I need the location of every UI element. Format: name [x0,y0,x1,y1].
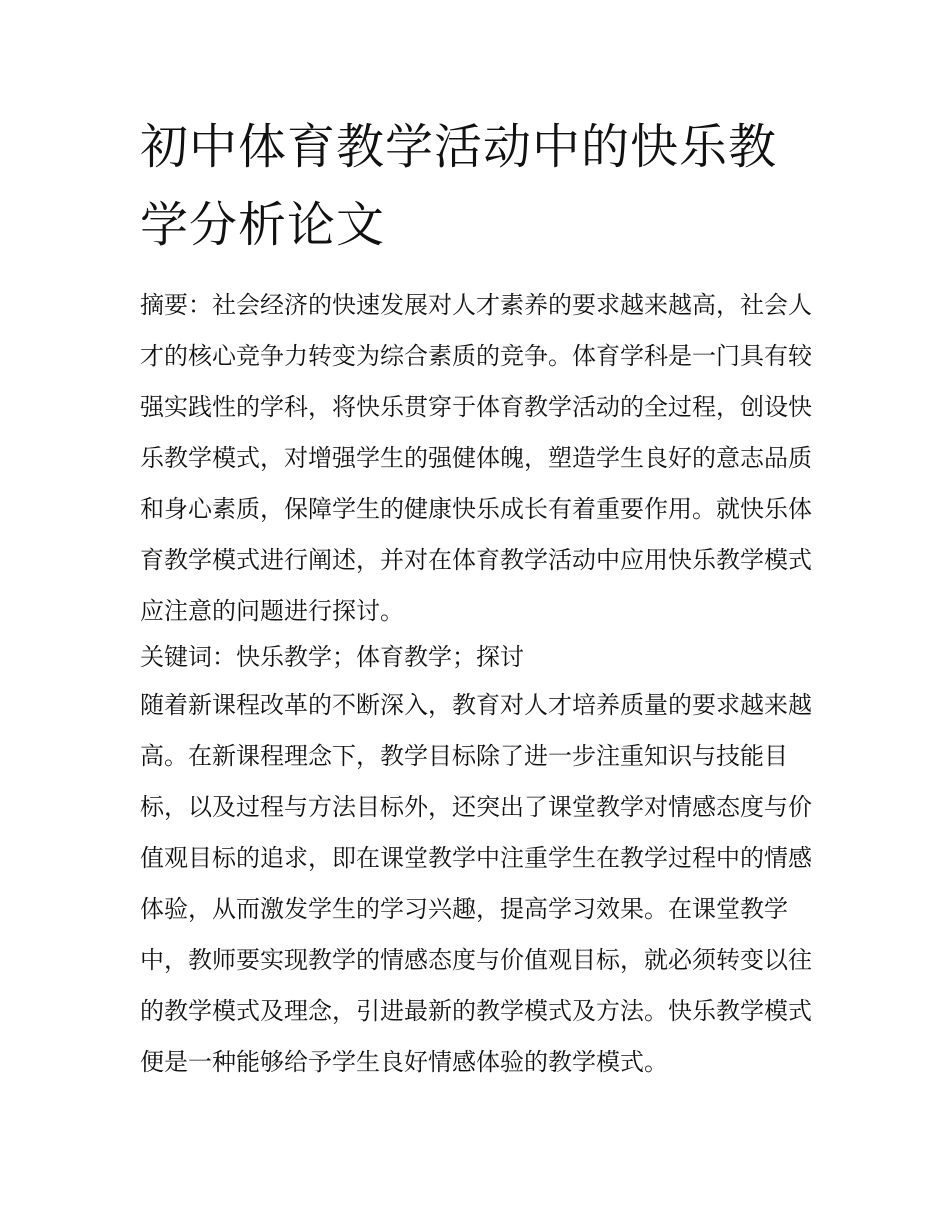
abstract-paragraph: 摘要：社会经济的快速发展对人才素养的要求越来越高，社会人才的核心竞争力转变为综合素质的竞争。体育学科是一门具有较强实践性的学科，将快乐贯穿于体育教学活动的全过程，创设快乐教学模式，对增强学生的强健体魄，塑造学生良好的意志品质和身心素质，保障学生的健康快乐成长有着重要作用。就快乐体育教学模式进行阐述，并对在体育教学活动中应用快乐教学模式应注意的问题进行探讨。 [140,291,812,625]
page-title: 初中体育教学活动中的快乐教学分析论文 [140,119,778,253]
keywords-line: 关键词：快乐教学；体育教学；探讨 [140,643,524,671]
body-paragraph: 随着新课程改革的不断深入，教育对人才培养质量的要求越来越高。在新课程理念下，教学目标除了进一步注重知识与技能目标，以及过程与方法目标外，还突出了课堂教学对情感态度与价值观目标的追求，即在课堂教学中注重学生在教学过程中的情感体验，从而激发学生的学习兴趣，提高学习效果。在课堂教学中，教师要实现教学的情感态度与价值观目标，就必须转变以往的教学模式及理念，引进最新的教学模式及方法。快乐教学模式便是一种能够给予学生良好情感体验的教学模式。 [140,691,812,1076]
